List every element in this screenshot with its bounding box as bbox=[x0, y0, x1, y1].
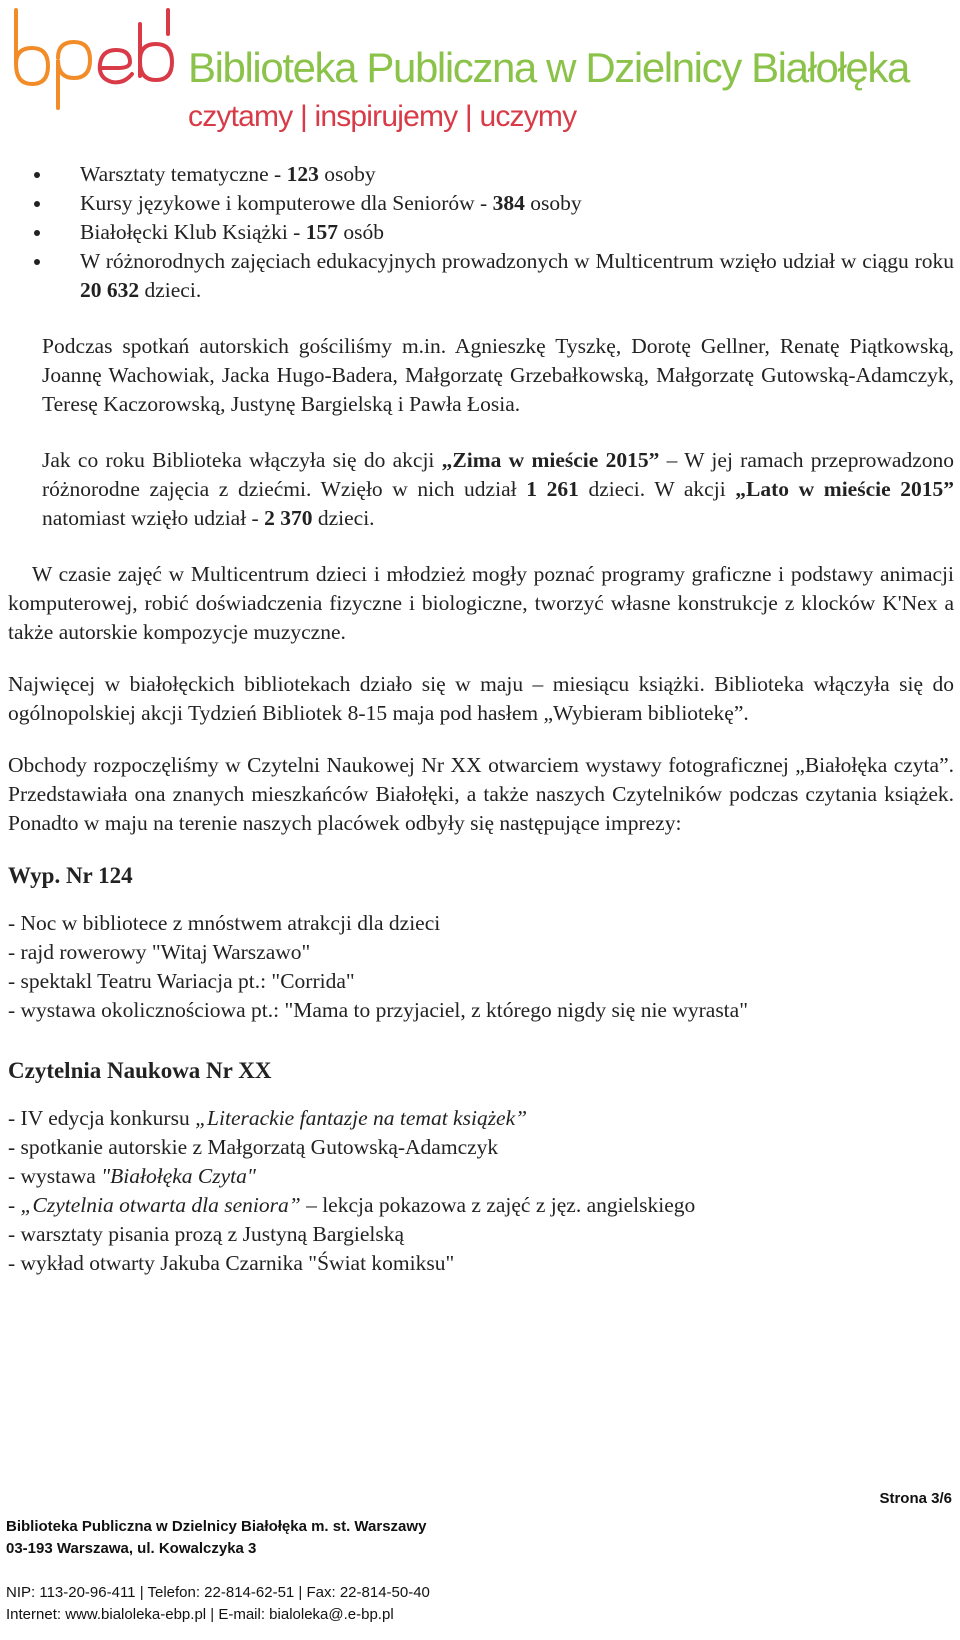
list-item: - spektakl Teatru Wariacja pt.: "Corrida" bbox=[8, 969, 355, 993]
list-item: - spotkanie autorskie z Małgorzatą Gutowską-Adamczyk bbox=[8, 1135, 499, 1159]
page-header bbox=[0, 0, 960, 140]
document-body bbox=[8, 160, 954, 1278]
library-name: Biblioteka Publiczna w Dzielnicy Białołęka bbox=[188, 44, 909, 91]
zima-paragraph: Jak co roku Biblioteka włączyła się do akcji „Zima w mieście 2015” – W jej ramach przeprowadzono różnorodne zajęcia z dziećmi. Wzięło w nich udział 1 261 dzieci. W akcji „Lato w mieście 2015” natomiast wzięło udział - 2 370 dzieci. bbox=[42, 448, 954, 530]
may-paragraph: Najwięcej w białołęckich bibliotekach działo się w maju – miesiącu książki. Biblioteka włączyła się do ogólnopolskiej akcji Tydzień Bibliotek 8-15 maja pod hasłem „Wybieram bibliotekę”. bbox=[8, 672, 954, 725]
footer-library-name: Biblioteka Publiczna w Dzielnicy Białołęka m. st. Warszawy bbox=[6, 1518, 427, 1535]
wyp-events-list bbox=[8, 909, 954, 1025]
czytelnia-events-list bbox=[8, 1104, 954, 1278]
library-tagline: czytamy | inspirujemy | uczymy bbox=[188, 100, 577, 133]
page-footer bbox=[0, 1490, 960, 1640]
authors-paragraph: Podczas spotkań autorskich gościliśmy m.in. Agnieszkę Tyszkę, Dorotę Gellner, Renatę Piątkowską, Joannę Wachowiak, Jacka Hugo-Badera, Małgorzatę Grzebałkowską, Małgorzatę Gutowską-Adamczyk, Teresę Kaczorowską, Justynę Bargielską i Pawła Łosia. bbox=[42, 334, 954, 416]
section-heading-wyp: Wyp. Nr 124 bbox=[8, 863, 133, 888]
list-item: - Noc w bibliotece z mnóstwem atrakcji dla dzieci bbox=[8, 911, 441, 935]
list-item: - rajd rowerowy "Witaj Warszawo" bbox=[8, 940, 311, 964]
footer-contact-numbers: NIP: 113-20-96-411 | Telefon: 22-814-62-51 | Fax: 22-814-50-40 bbox=[6, 1584, 430, 1601]
page-number: Strona 3/6 bbox=[879, 1490, 952, 1507]
section-heading-czytelnia: Czytelnia Naukowa Nr XX bbox=[8, 1058, 272, 1083]
list-item: - wykład otwarty Jakuba Czarnika "Świat komiksu" bbox=[8, 1251, 455, 1275]
list-item: - wystawa okolicznościowa pt.: "Mama to przyjaciel, z którego nigdy się nie wyrasta" bbox=[8, 998, 748, 1022]
celebrations-paragraph: Obchody rozpoczęliśmy w Czytelni Naukowej Nr XX otwarciem wystawy fotograficznej „Białołęka czyta”. Przedstawiała ona znanych mieszkańców Białołęki, a także naszych Czytelników podczas czytania książek. Ponadto w maju na terenie naszych placówek odbyły się następujące imprezy: bbox=[8, 753, 954, 835]
library-logo bbox=[6, 4, 186, 136]
list-item: Białołęcki Klub Książki - 157 osób bbox=[8, 218, 954, 247]
list-item: - warsztaty pisania prozą z Justyną Bargielską bbox=[8, 1222, 405, 1246]
footer-web-email: Internet: www.bialoleka-ebp.pl | E-mail: bialoleka@.e-bp.pl bbox=[6, 1606, 394, 1623]
list-item: Warsztaty tematyczne - 123 osoby bbox=[8, 160, 954, 189]
statistics-list bbox=[8, 160, 954, 305]
list-item: - IV edycja konkursu „Literackie fantazje na temat książek” bbox=[8, 1106, 528, 1130]
list-item: Kursy językowe i komputerowe dla Seniorów - 384 osoby bbox=[8, 189, 954, 218]
multicentrum-paragraph: W czasie zajęć w Multicentrum dzieci i młodzież mogły poznać programy graficzne i podstawy animacji komputerowej, robić doświadczenia fizyczne i biologiczne, tworzyć własne konstrukcje z klocków K'Nex a także autorskie kompozycje muzyczne. bbox=[8, 562, 954, 644]
footer-address: 03-193 Warszawa, ul. Kowalczyka 3 bbox=[6, 1540, 257, 1557]
list-item: W różnorodnych zajęciach edukacyjnych prowadzonych w Multicentrum wzięło udział w ciągu roku 20 632 dzieci. bbox=[8, 247, 954, 305]
list-item: - wystawa "Białołęka Czyta" bbox=[8, 1164, 256, 1188]
list-item: - „Czytelnia otwarta dla seniora” – lekcja pokazowa z zajęć z jęz. angielskiego bbox=[8, 1193, 696, 1217]
